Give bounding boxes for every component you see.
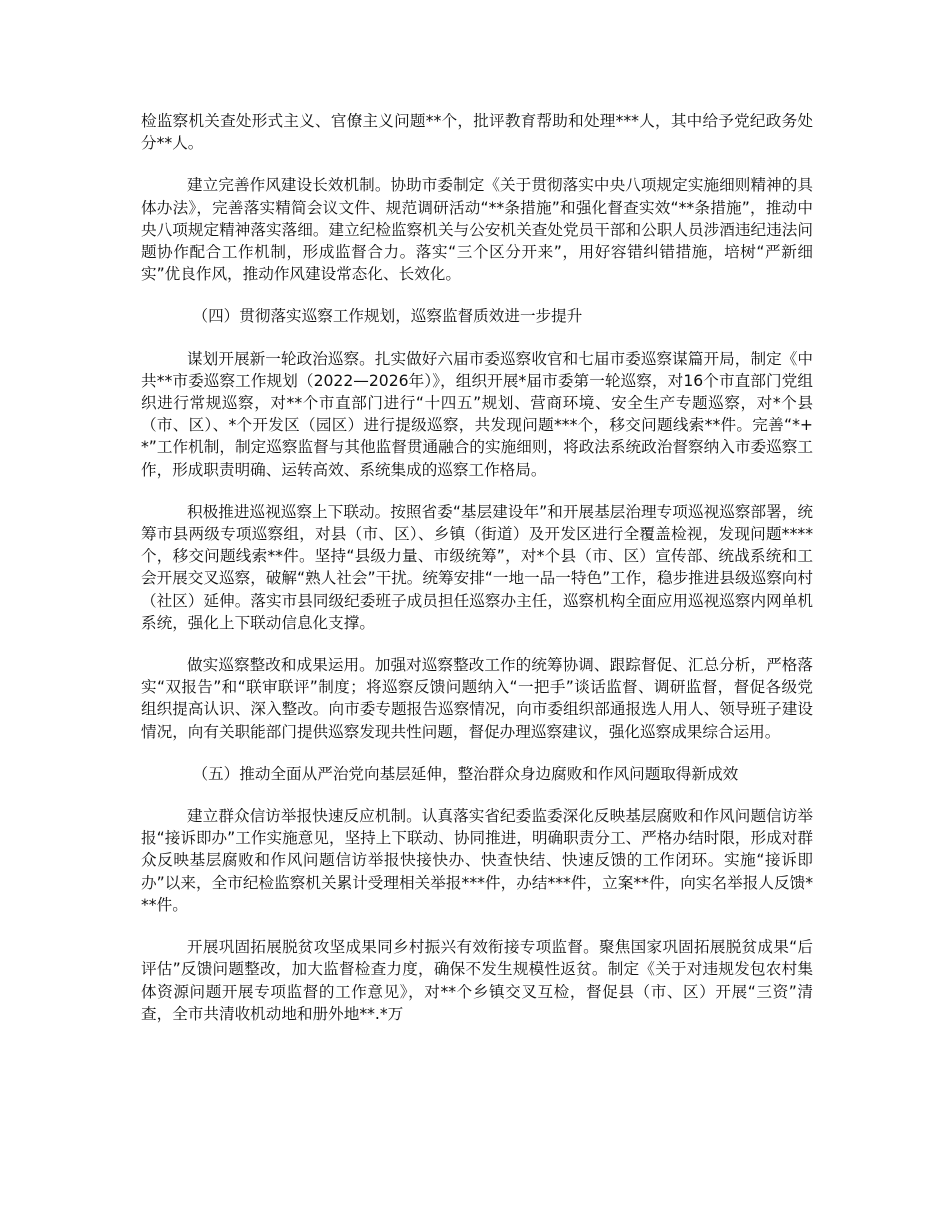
document-body bbox=[141, 110, 813, 1045]
paragraph-rectification-results: 做实巡察整改和成果运用。加强对巡察整改工作的统筹协调、跟踪督促、汇总分析，严格落实“双报告”和“联审联评”制度；将巡察反馈问题纳入“一把手”谈话监督、调研监督，督促各级党组织提高认识、深入整改。向市委专题报告巡察情况，向市委组织部通报选人用人、领导班子建设情况，向有关职能部门提供巡察发现共性问题，督促办理巡察建议，强化巡察成果综合运用。 bbox=[141, 656, 813, 741]
paragraph-poverty-alleviation-supervision: 开展巩固拓展脱贫攻坚成果同乡村振兴有效衔接专项监督。聚焦国家巩固拓展脱贫成果“后评估”反馈问题整改，加大监督检查力度，确保不发生规模性返贫。制定《关于对违规发包农村集体资源问题开展专项监督的工作意见》，对**个乡镇交叉互检，督促县（市、区）开展“三资”清查，全市共清收机动地和册外地**.*万 bbox=[141, 938, 813, 1023]
paragraph-new-round-inspection: 谋划开展新一轮政治巡察。扎实做好六届市委巡察收官和七届市委巡察谋篇开局，制定《中共**市委巡察工作规划（2022—2026年）》，组织开展*届市委第一轮巡察，对16个市直部门党组织进行常规巡察，对**个市直部门进行“十四五”规划、营商环境、安全生产专题巡察，对*个县（市、区）、*个开发区（园区）进行提级巡察，共发现问题***个，移交问题线索**件。完善“*+*”工作机制，制定巡察监督与其他监督贯通融合的实施细则，将政法系统政治督察纳入市委巡察工作，形成职责明确、运转高效、系统集成的巡察工作格局。 bbox=[141, 349, 813, 479]
paragraph-work-style-mechanism: 建立完善作风建设长效机制。协助市委制定《关于贯彻落实中央八项规定实施细则精神的具体办法》，完善落实精简会议文件、规范调研活动“**条措施”和强化督查实效“**条措施”，推动中央八项规定精神落实落细。建立纪检监察机关与公安机关查处党员干部和公职人员涉酒违纪违法问题协作配合工作机制，形成监督合力。落实“三个区分开来”，用好容错纠错措施，培树“严新细实”优良作风，推动作风建设常态化、长效化。 bbox=[141, 176, 813, 284]
section-heading-grassroots-governance: （五）推动全面从严治党向基层延伸，整治群众身边腐败和作风问题取得新成效 bbox=[192, 764, 739, 783]
section-heading-inspection-planning: （四）贯彻落实巡察工作规划，巡察监督质效进一步提升 bbox=[192, 307, 583, 326]
paragraph-petition-response: 建立群众信访举报快速反应机制。认真落实省纪委监委深化反映基层腐败和作风问题信访举报“接诉即办”工作实施意见，坚持上下联动、协同推进，明确职责分工、严格办结时限，形成对群众反映基层腐败和作风问题信访举报快接快办、快查快结、快速反馈的工作闭环。实施“接诉即办”以来，全市纪检监察机关累计受理相关举报***件，办结***件，立案**件，向实名举报人反馈***件。 bbox=[141, 807, 813, 914]
paragraph-linked-inspection: 积极推进巡视巡察上下联动。按照省委“基层建设年”和开展基层治理专项巡视巡察部署，统筹市县两级专项巡察组，对县（市、区）、乡镇（街道）及开发区进行全覆盖检视，发现问题****个，移交问题线索**件。坚持“县级力量、市级统筹”，对*个县（市、区）宣传部、统战系统和工会开展交叉巡察，破解“熟人社会”干扰。统筹安排“一地一品一特色”工作，稳步推进县级巡察向村（社区）延伸。落实市县同级纪委班子成员担任巡察办主任，巡察机构全面应用巡视巡察内网单机系统，强化上下联动信息化支撑。 bbox=[141, 502, 813, 632]
paragraph-discipline-stats: 检监察机关查处形式主义、官僚主义问题**个，批评教育帮助和处理***人，其中给予党纪政务处分**人。 bbox=[141, 112, 813, 153]
